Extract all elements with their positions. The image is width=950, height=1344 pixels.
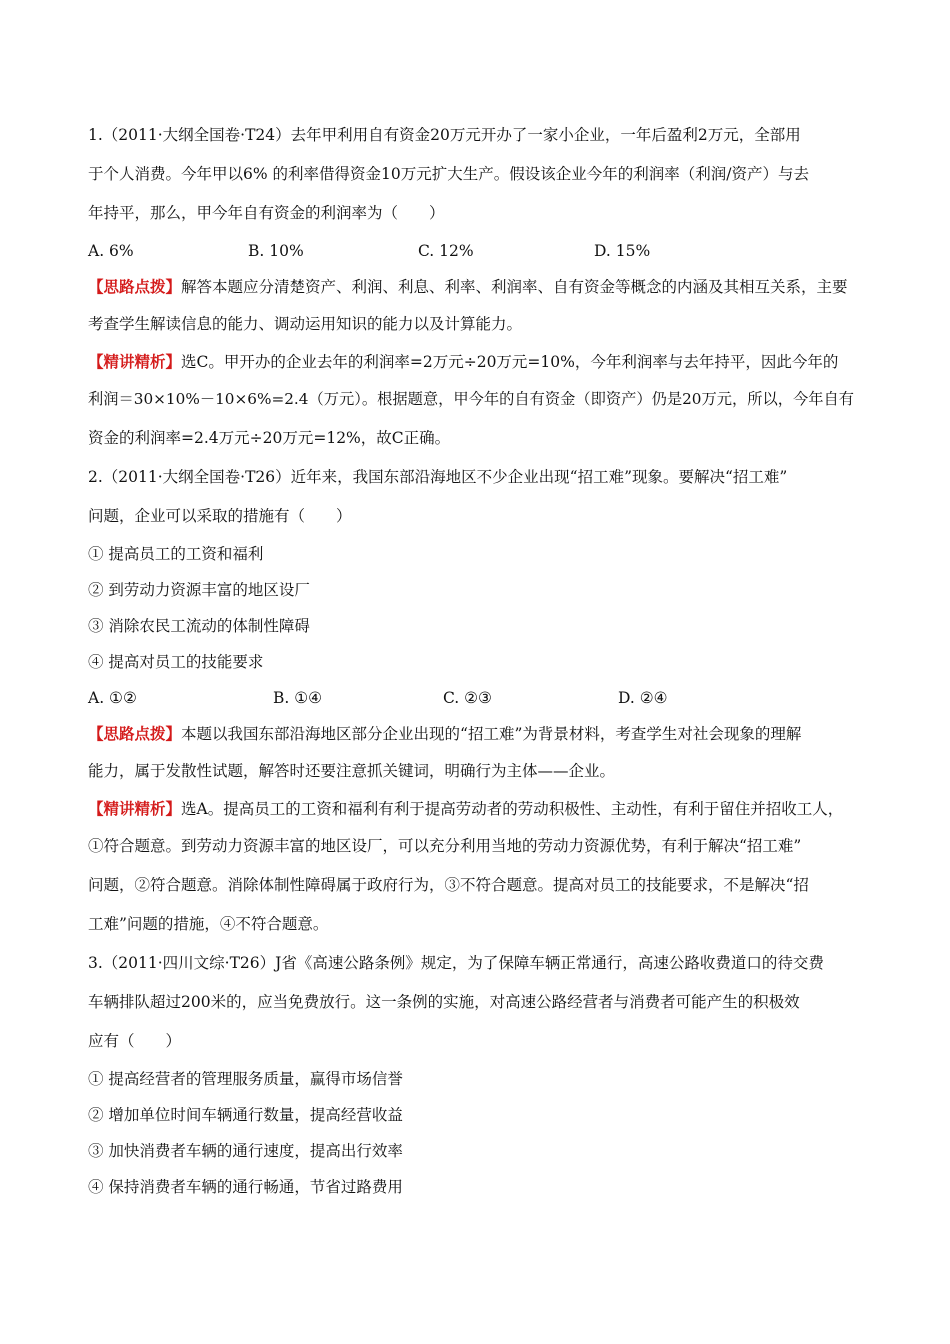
question-1-analysis-line: 资金的利润率=2.4万元÷20万元=12%，故C正确。 — [88, 429, 451, 447]
question-2-analysis-line: 问题，②符合题意。消除体制性障碍属于政府行为，③不符合题意。提高对员工的技能要求，不是解决“招 — [88, 876, 809, 894]
question-1 — [88, 116, 864, 458]
question-3-stem-line: 应有（ ） — [88, 1032, 182, 1050]
option-d: D. ②④ — [618, 689, 668, 707]
question-2-analysis — [88, 791, 864, 827]
question-1-analysis — [88, 344, 864, 380]
hint-tag: 【思路点拨】 — [88, 724, 182, 743]
option-a: A. 6% — [88, 242, 134, 260]
hint-text: 解答本题应分清楚资产、利润、利息、利率、利润率、自有资金等概念的内涵及其相互关系，主要 — [181, 278, 848, 296]
question-1-analysis-line: 利润＝30×10%－10×6%=2.4（万元）。根据题意，甲今年的自有资金（即资产）仍是20万元，所以，今年自有 — [88, 390, 855, 408]
hint-text: 本题以我国东部沿海地区部分企业出现的“招工难”为背景材料，考查学生对社会现象的理解 — [181, 725, 802, 743]
question-2-options — [88, 680, 864, 716]
question-1-stem-line: 1.（2011·大纲全国卷·T24）去年甲利用自有资金20万元开办了一家小企业，一年后盈利2万元，全部用 — [88, 126, 801, 144]
option-b: B. 10% — [248, 242, 304, 260]
question-2-hint — [88, 716, 864, 752]
question-2-item: ② 到劳动力资源丰富的地区设厂 — [88, 581, 310, 599]
analysis-text: 选A。提高员工的工资和福利有利于提高劳动者的劳动积极性、主动性，有利于留住并招收工人， — [181, 800, 844, 818]
question-2-hint-line: 能力，属于发散性试题，解答时还要注意抓关键词，明确行为主体——企业。 — [88, 762, 616, 780]
document-body — [88, 116, 864, 1205]
question-3-item: ④ 保持消费者车辆的通行畅通，节省过路费用 — [88, 1178, 403, 1196]
question-3-stem-line: 3.（2011·四川文综·T26）J省《高速公路条例》规定，为了保障车辆正常通行，高速公路收费道口的待交费 — [88, 954, 824, 972]
option-c: C. ②③ — [443, 689, 492, 707]
question-1-options — [88, 233, 864, 269]
question-1-stem-line: 于个人消费。今年甲以6% 的利率借得资金10万元扩大生产。假设该企业今年的利润率（利润/资产）与去 — [88, 165, 809, 183]
option-a: A. ①② — [88, 689, 137, 707]
question-2-analysis-line: ①符合题意。到劳动力资源丰富的地区设厂，可以充分利用当地的劳动力资源优势，有利于解决“招工难” — [88, 837, 802, 855]
analysis-tag: 【精讲精析】 — [88, 799, 182, 818]
analysis-text: 选C。甲开办的企业去年的利润率=2万元÷20万元=10%，今年利润率与去年持平，因此今年的 — [181, 353, 839, 371]
question-3 — [88, 944, 864, 1205]
option-d: D. 15% — [594, 242, 651, 260]
question-2-item: ④ 提高对员工的技能要求 — [88, 653, 264, 671]
question-2-analysis-line: 工难”问题的措施，④不符合题意。 — [88, 915, 329, 933]
option-c: C. 12% — [418, 242, 474, 260]
question-1-stem-line: 年持平，那么，甲今年自有资金的利润率为（ ） — [88, 204, 445, 222]
question-3-item: ② 增加单位时间车辆通行数量，提高经营收益 — [88, 1106, 403, 1124]
question-2-item: ③ 消除农民工流动的体制性障碍 — [88, 617, 310, 635]
hint-tag: 【思路点拨】 — [88, 277, 182, 296]
question-2 — [88, 458, 864, 944]
analysis-tag: 【精讲精析】 — [88, 352, 182, 371]
question-3-item: ① 提高经营者的管理服务质量，赢得市场信誉 — [88, 1070, 403, 1088]
question-2-stem-line: 2.（2011·大纲全国卷·T26）近年来，我国东部沿海地区不少企业出现“招工难”现象。要解决“招工难” — [88, 468, 788, 486]
question-2-stem-line: 问题，企业可以采取的措施有（ ） — [88, 507, 352, 525]
question-3-stem-line: 车辆排队超过200米的，应当免费放行。这一条例的实施，对高速公路经营者与消费者可能产生的积极效 — [88, 993, 800, 1011]
question-1-hint-line: 考查学生解读信息的能力、调动运用知识的能力以及计算能力。 — [88, 315, 523, 333]
question-3-item: ③ 加快消费者车辆的通行速度，提高出行效率 — [88, 1142, 403, 1160]
option-b: B. ①④ — [273, 689, 323, 707]
question-2-item: ① 提高员工的工资和福利 — [88, 545, 264, 563]
question-1-hint — [88, 269, 864, 305]
